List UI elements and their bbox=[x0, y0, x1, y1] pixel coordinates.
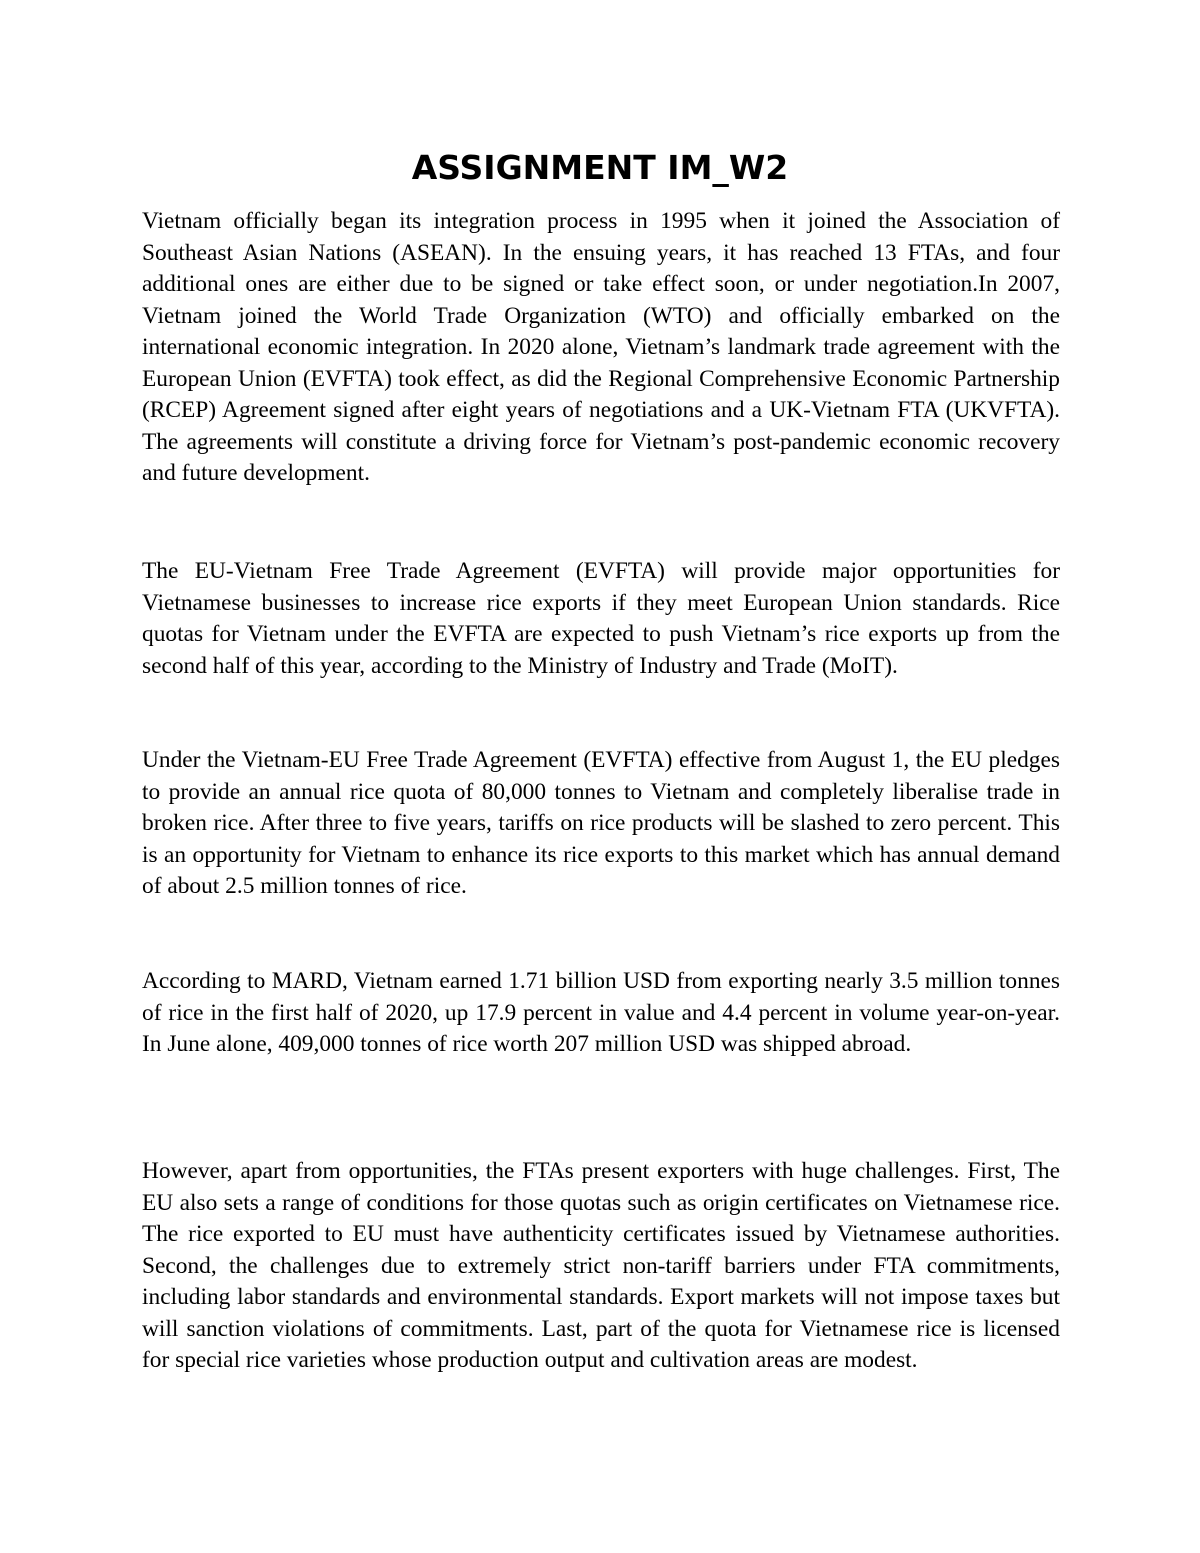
paragraph-rice-quota: Under the Vietnam-EU Free Trade Agreement (EVFTA) effective from August 1, the EU pledges to provide an annual rice quota of 80,000 tonnes to Vietnam and completely liberalise trade in broken rice. After three to five years, tariffs on rice products will be slashed to zero percent. This is an opportunity for Vietnam to enhance its rice exports to this market which has annual demand of about 2.5 million tonnes of rice. bbox=[142, 747, 1060, 899]
paragraph-evfta-opportunities: The EU-Vietnam Free Trade Agreement (EVFTA) will provide major opportunities for Vietnamese businesses to increase rice exports if they meet European Union standards. Rice quotas for Vietnam under the EVFTA are expected to push Vietnam’s rice exports up from the second half of this year, according to the Ministry of Industry and Trade (MoIT). bbox=[142, 558, 1060, 679]
paragraph-challenges: However, apart from opportunities, the FTAs present exporters with huge challenges. First, The EU also sets a range of conditions for those quotas such as origin certificates on Vietnamese rice. The rice exported to EU must have authenticity certificates issued by Vietnamese authorities. Second, the challenges due to extremely strict non-tariff barriers under FTA commitments, including labor standards and environmental standards. Export markets will not impose taxes but will sanction violations of commitments. Last, part of the quota for Vietnamese rice is licensed for special rice varieties whose production output and cultivation areas are modest. bbox=[142, 1158, 1060, 1373]
paragraph-integration-history: Vietnam officially began its integration process in 1995 when it joined the Association of Southeast Asian Nations (ASEAN). In the ensuing years, it has reached 13 FTAs, and four additional ones are either due to be signed or take effect soon, or under negotiation.In 2007, Vietnam joined the World Trade Organization (WTO) and officially embarked on the international economic integration. In 2020 alone, Vietnam’s landmark trade agreement with the European Union (EVFTA) took effect, as did the Regional Comprehensive Economic Partnership (RCEP) Agreement signed after eight years of negotiations and a UK-Vietnam FTA (UKVFTA). The agreements will constitute a driving force for Vietnam’s post-pandemic economic recovery and future development. bbox=[142, 208, 1060, 486]
document-title: ASSIGNMENT IM_W2 bbox=[411, 148, 789, 187]
paragraph-export-figures: According to MARD, Vietnam earned 1.71 billion USD from exporting nearly 3.5 million tonnes of rice in the first half of 2020, up 17.9 percent in value and 4.4 percent in volume year-on-year. In June alone, 409,000 tonnes of rice worth 207 million USD was shipped abroad. bbox=[142, 968, 1060, 1057]
